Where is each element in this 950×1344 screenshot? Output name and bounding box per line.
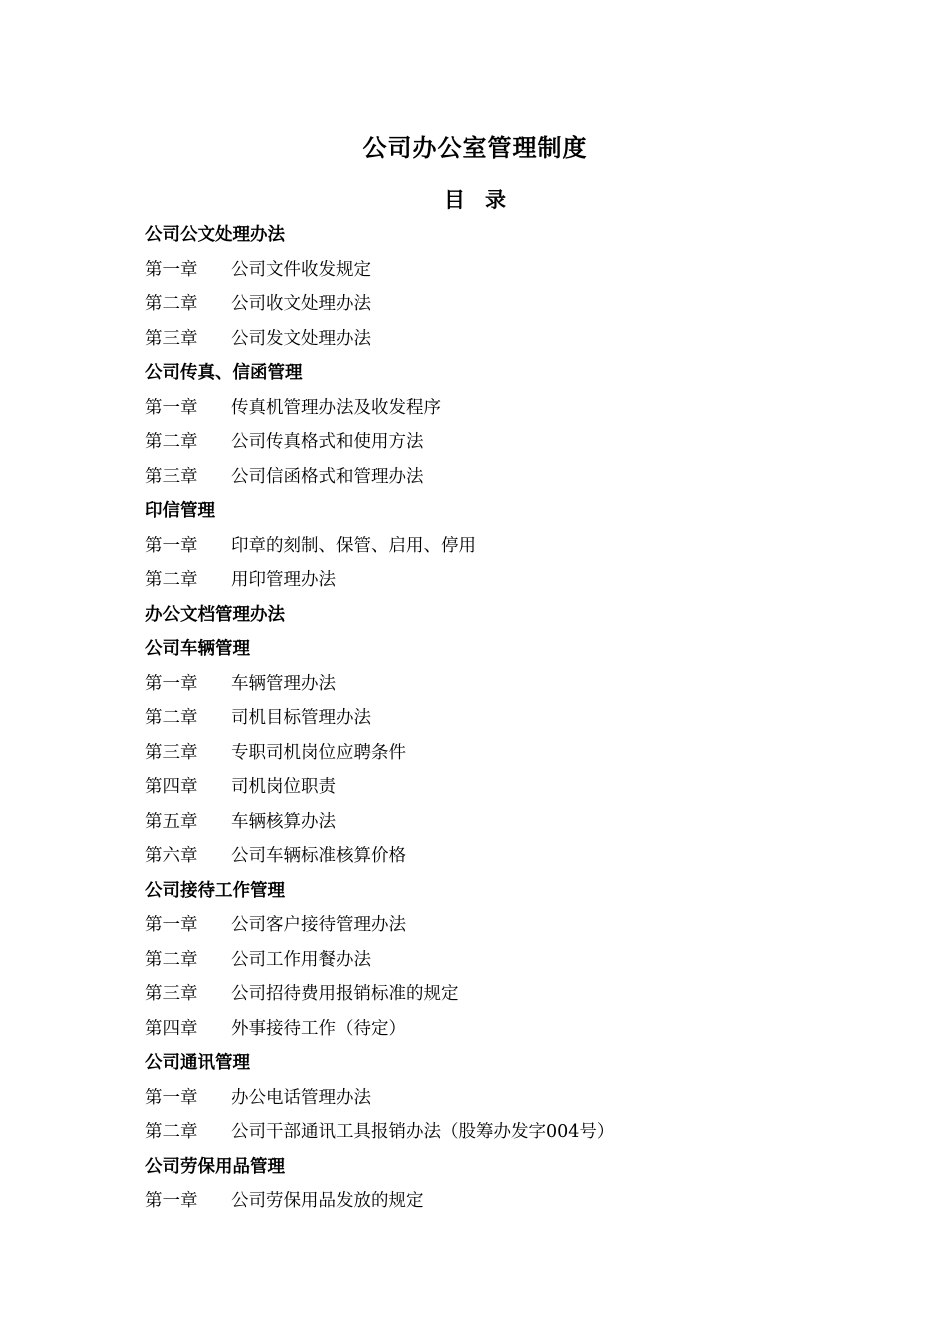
toc-entry-chapter: 第二章 [145, 708, 198, 728]
toc-heading-char-1: 目 [444, 188, 465, 212]
toc-section: 公司接待工作管理 [145, 880, 285, 901]
toc-entry-title: 印章的刻制、保管、启用、停用 [231, 535, 476, 556]
toc-entry [145, 701, 825, 736]
toc-entry [145, 529, 825, 564]
toc-entry-title: 公司招待费用报销标准的规定 [231, 984, 459, 1004]
toc-entry-title: 车辆核算办法 [231, 811, 336, 832]
toc-entry-chapter: 第三章 [145, 984, 198, 1004]
toc-entry-title: 公司文件收发规定 [231, 259, 371, 280]
toc-section: 公司通讯管理 [145, 1053, 250, 1073]
toc-entry-chapter: 第一章 [145, 1191, 198, 1211]
toc-entry [145, 977, 825, 1012]
toc-entry-title: 车辆管理办法 [231, 673, 336, 694]
toc-entry-chapter: 第三章 [145, 328, 198, 349]
toc-entry-chapter: 第一章 [145, 673, 198, 694]
toc-entry [145, 391, 825, 426]
toc-entry-chapter: 第一章 [145, 915, 198, 935]
toc-entry [145, 736, 825, 771]
toc-entry [145, 1184, 825, 1219]
toc-entry-title: 公司劳保用品发放的规定 [231, 1191, 424, 1211]
toc-entry [145, 322, 825, 357]
toc-section: 印信管理 [145, 501, 215, 521]
toc-entry [145, 1012, 825, 1047]
toc-entry-chapter: 第六章 [145, 846, 198, 866]
toc-section: 公司公文处理办法 [145, 225, 285, 245]
toc-entry-chapter: 第一章 [145, 1087, 198, 1108]
toc-entry-chapter: 第二章 [145, 570, 198, 590]
toc-entry [145, 1081, 825, 1116]
toc-entry-title: 公司信函格式和管理办法 [231, 466, 424, 487]
document-title: 公司办公室管理制度 [362, 134, 588, 162]
toc-entry-chapter: 第三章 [145, 466, 198, 487]
toc-entry-title: 公司发文处理办法 [231, 328, 371, 349]
toc-entry-title: 公司客户接待管理办法 [231, 915, 406, 935]
toc-entry-chapter: 第一章 [145, 259, 198, 280]
toc-entry-title: 公司传真格式和使用方法 [231, 432, 424, 452]
toc-entry [145, 460, 825, 495]
toc-entry [145, 805, 825, 840]
toc-entry-chapter: 第五章 [145, 811, 198, 832]
toc-entry-title: 司机目标管理办法 [231, 708, 371, 728]
toc-entry-chapter: 第一章 [145, 535, 198, 556]
toc-entry-chapter: 第四章 [145, 777, 198, 797]
toc-entry-title: 专职司机岗位应聘条件 [231, 742, 406, 763]
toc-entry-title: 公司车辆标准核算价格 [231, 846, 406, 866]
toc-entry [145, 770, 825, 805]
table-of-contents [145, 218, 825, 1219]
toc-entry [145, 425, 825, 460]
toc-entry [145, 667, 825, 702]
toc-entry-title: 办公电话管理办法 [231, 1087, 371, 1108]
toc-entry-title: 传真机管理办法及收发程序 [231, 397, 441, 418]
toc-entry-title: 公司工作用餐办法 [231, 949, 371, 970]
toc-entry-chapter: 第二章 [145, 949, 198, 970]
toc-entry-title: 公司收文处理办法 [231, 294, 371, 314]
toc-entry [145, 839, 825, 874]
toc-entry [145, 908, 825, 943]
toc-entry-title: 用印管理办法 [231, 570, 336, 590]
toc-entry-title: 公司干部通讯工具报销办法（股筹办发字004号） [231, 1122, 615, 1142]
toc-entry [145, 563, 825, 598]
toc-section: 公司劳保用品管理 [145, 1156, 285, 1177]
toc-entry-chapter: 第二章 [145, 1122, 198, 1142]
toc-entry-chapter: 第四章 [145, 1018, 198, 1039]
toc-section: 公司传真、信函管理 [145, 363, 303, 383]
toc-entry [145, 943, 825, 978]
toc-entry-title: 司机岗位职责 [231, 777, 336, 797]
toc-entry-title: 外事接待工作（待定） [231, 1018, 406, 1039]
toc-entry [145, 1115, 825, 1150]
toc-entry-chapter: 第一章 [145, 397, 198, 418]
toc-entry-chapter: 第二章 [145, 432, 198, 452]
toc-heading-char-2: 录 [485, 188, 506, 212]
toc-section: 办公文档管理办法 [145, 604, 285, 625]
toc-entry-chapter: 第三章 [145, 742, 198, 763]
toc-heading [0, 184, 950, 216]
toc-entry-chapter: 第二章 [145, 294, 198, 314]
toc-section: 公司车辆管理 [145, 639, 250, 659]
toc-entry [145, 253, 825, 288]
toc-entry [145, 287, 825, 322]
